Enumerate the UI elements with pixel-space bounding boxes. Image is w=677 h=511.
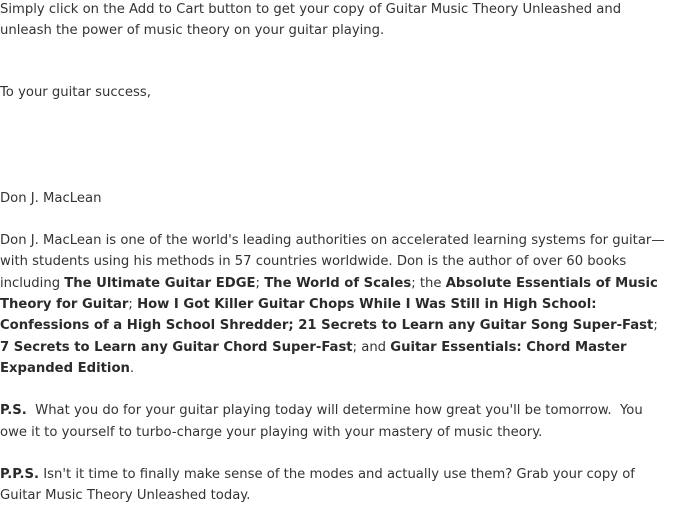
bio-separator: ; the (411, 275, 446, 291)
book-title-7-secrets-chord: 7 Secrets to Learn any Guitar Chord Super-Fast (0, 339, 353, 355)
book-title-absolute-essentials: Absolute Essentials of Music Theory for Guitar (0, 275, 658, 313)
ps-text: What you do for your guitar playing today will determine how great you'll be tomorrow. You owe it to yourself to turbo-charge your playing with your mastery of music theory. (0, 403, 643, 440)
author-bio-paragraph (0, 230, 671, 379)
closing-line: To your guitar success, (0, 84, 151, 100)
book-title-ultimate-guitar-edge: The Ultimate Guitar EDGE (64, 275, 256, 291)
ps-label: P.S. (0, 403, 27, 419)
book-title-killer-guitar-chops: How I Got Killer Guitar Chops While I Was Still in High School: Confessions of a High School Shredder; 21 Secrets to Learn any Guitar Song Super-Fast (0, 297, 654, 334)
book-title-guitar-essentials: Guitar Essentials: Chord Master Expanded Edition (0, 339, 627, 376)
bio-separator: ; (255, 275, 265, 291)
bio-separator: ; (128, 297, 138, 313)
ps-paragraph (0, 400, 671, 443)
bio-separator: ; and (352, 339, 391, 355)
author-signature-name: Don J. MacLean (0, 190, 102, 206)
bio-lead-text: Don J. MacLean is one of the world's leading authorities on accelerated learning systems for guitar—with students using his methods in 57 countries worldwide. Don is the author of over 60 books including (0, 233, 665, 291)
pps-paragraph (0, 464, 671, 507)
book-title-world-of-scales: The World of Scales (264, 275, 412, 291)
intro-paragraph: Simply click on the Add to Cart button to get your copy of Guitar Music Theory Unleashed and unleash the power of music theory on your guitar playing. (0, 2, 622, 39)
bio-end-punctuation: . (129, 360, 135, 376)
pps-text: Isn't it time to finally make sense of the modes and actually use them? Grab your copy of Guitar Music Theory Unleashed today. (0, 466, 635, 504)
pps-label: P.P.S. (0, 466, 40, 482)
bio-separator: ; (653, 318, 658, 334)
